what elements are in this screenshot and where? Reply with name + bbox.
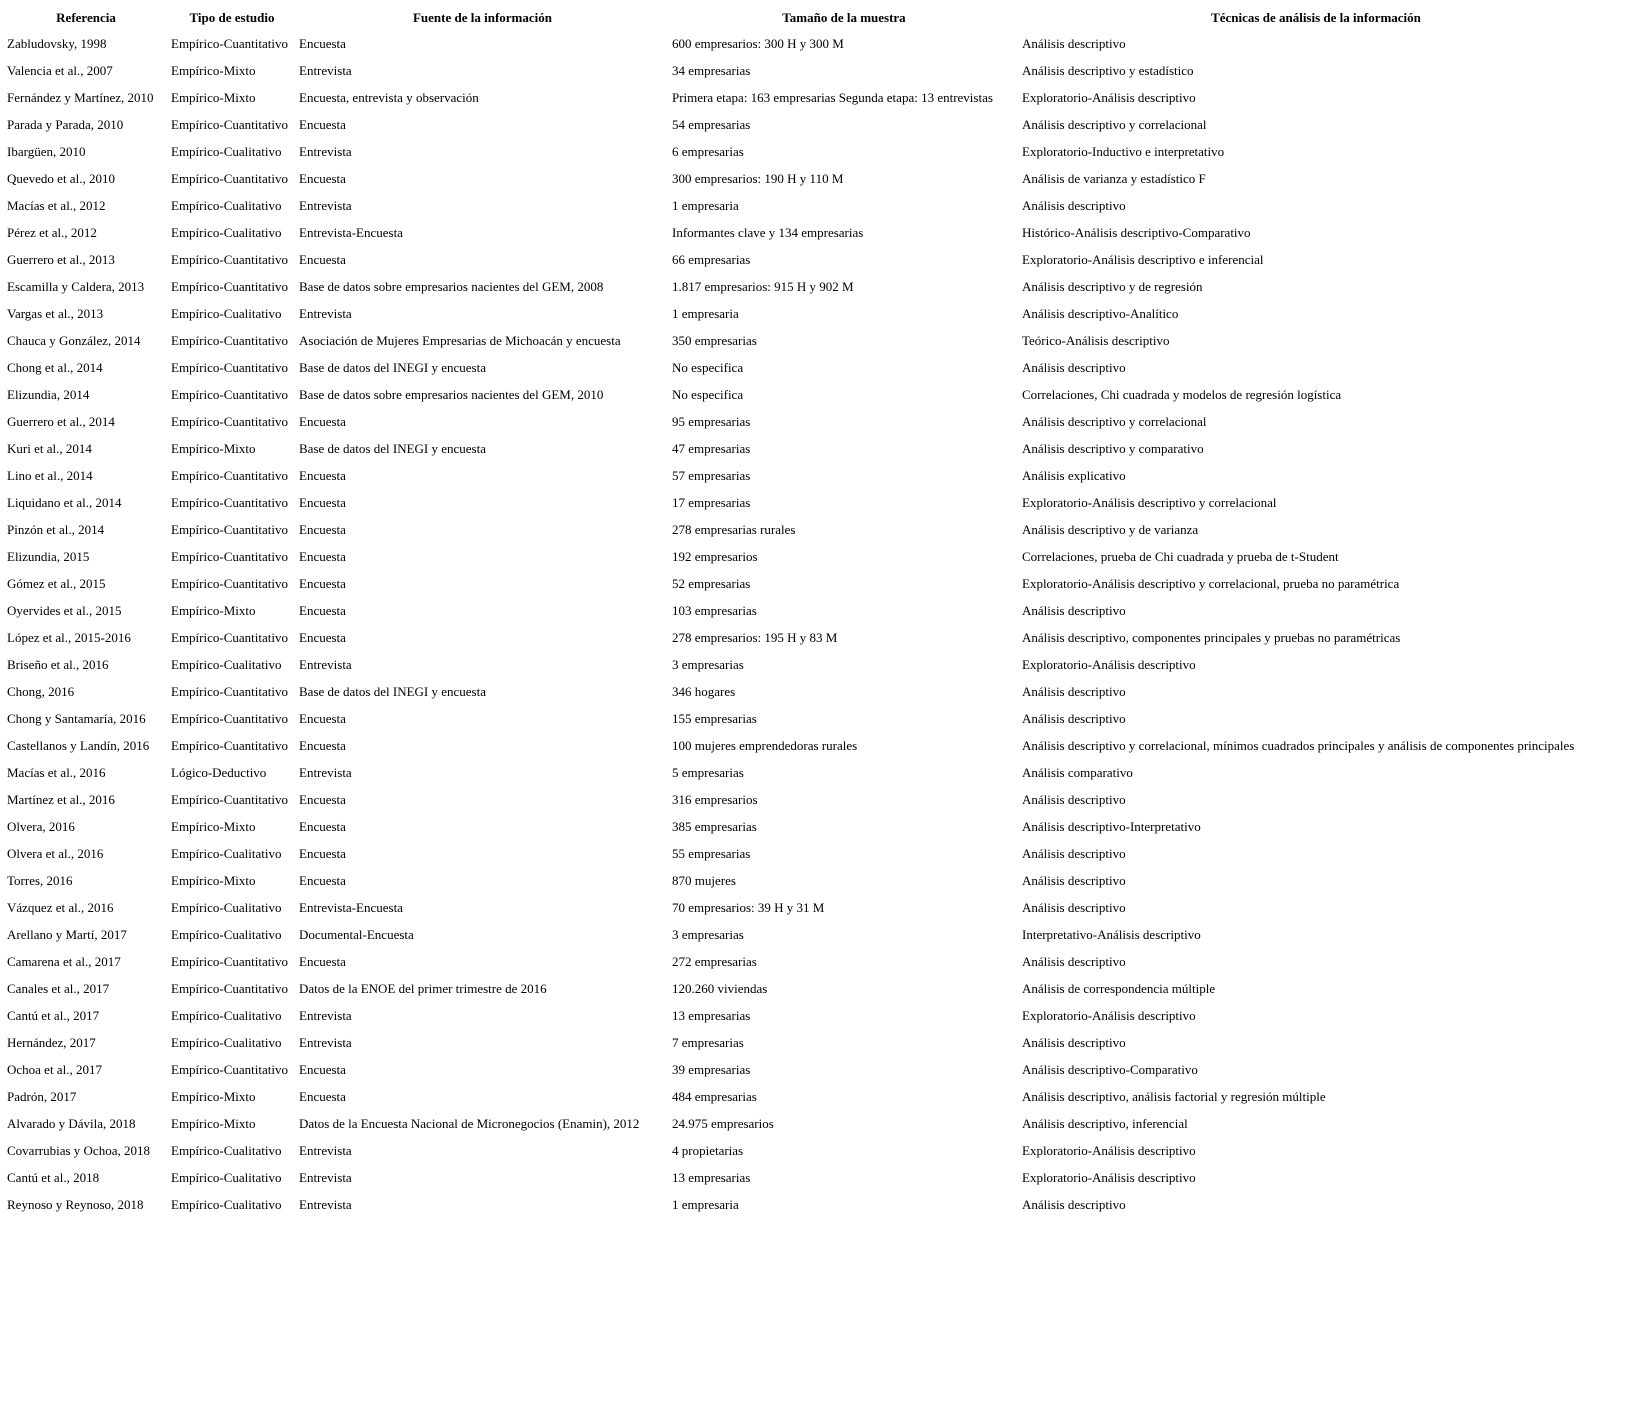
cell-tamano-muestra: 57 empresarias: [672, 467, 751, 483]
cell-tipo-de-estudio: Empírico-Cuantitativo: [171, 953, 288, 969]
table-row: [5, 247, 1612, 272]
cell-tecnicas-analisis: Análisis descriptivo, inferencial: [1022, 1115, 1188, 1131]
cell-tamano-muestra: 1.817 empresarios: 915 H y 902 M: [672, 278, 854, 294]
cell-referencia: Reynoso y Reynoso, 2018: [7, 1196, 144, 1212]
cell-referencia: Chong y Santamaría, 2016: [7, 710, 146, 726]
cell-referencia: Briseño et al., 2016: [7, 656, 109, 672]
cell-tipo-de-estudio: Empírico-Cuantitativo: [171, 629, 288, 645]
cell-referencia: Kuri et al., 2014: [7, 440, 92, 456]
table-row: [5, 517, 1612, 542]
cell-tipo-de-estudio: Empírico-Cuantitativo: [171, 413, 288, 429]
cell-fuente: Encuesta: [299, 170, 346, 186]
cell-tecnicas-analisis: Exploratorio-Análisis descriptivo: [1022, 1007, 1196, 1023]
table-row: [5, 1030, 1612, 1055]
cell-referencia: Ochoa et al., 2017: [7, 1061, 102, 1077]
cell-tamano-muestra: 300 empresarios: 190 H y 110 M: [672, 170, 844, 186]
table-row: [5, 1165, 1612, 1190]
cell-fuente: Encuesta: [299, 575, 346, 591]
cell-fuente: Encuesta: [299, 845, 346, 861]
cell-tamano-muestra: 600 empresarios: 300 H y 300 M: [672, 35, 844, 51]
cell-fuente: Encuesta: [299, 737, 346, 753]
cell-fuente: Encuesta: [299, 251, 346, 267]
cell-tecnicas-analisis: Análisis explicativo: [1022, 467, 1126, 483]
cell-fuente: Encuesta, entrevista y observación: [299, 89, 479, 105]
cell-fuente: Base de datos del INEGI y encuesta: [299, 683, 486, 699]
cell-referencia: Hernández, 2017: [7, 1034, 96, 1050]
cell-referencia: Liquidano et al., 2014: [7, 494, 122, 510]
table-row: [5, 598, 1612, 623]
cell-tecnicas-analisis: Análisis descriptivo-Comparativo: [1022, 1061, 1198, 1077]
table-row: [5, 706, 1612, 731]
cell-tecnicas-analisis: Análisis descriptivo y correlacional, mínimos cuadrados principales y análisis de componentes principales: [1022, 737, 1575, 753]
table-row: [5, 274, 1612, 299]
cell-referencia: Quevedo et al., 2010: [7, 170, 115, 186]
cell-fuente: Entrevista: [299, 305, 352, 321]
cell-tipo-de-estudio: Empírico-Cuantitativo: [171, 359, 288, 375]
cell-referencia: López et al., 2015-2016: [7, 629, 131, 645]
cell-tecnicas-analisis: Análisis descriptivo: [1022, 899, 1126, 915]
cell-tipo-de-estudio: Empírico-Cualitativo: [171, 1142, 282, 1158]
cell-referencia: Cantú et al., 2018: [7, 1169, 100, 1185]
cell-tipo-de-estudio: Empírico-Mixto: [171, 62, 256, 78]
table-row: [5, 58, 1612, 83]
cell-tecnicas-analisis: Análisis descriptivo-Interpretativo: [1022, 818, 1201, 834]
cell-tamano-muestra: 385 empresarias: [672, 818, 757, 834]
cell-tecnicas-analisis: Exploratorio-Análisis descriptivo e inferencial: [1022, 251, 1264, 267]
cell-tamano-muestra: 7 empresarias: [672, 1034, 744, 1050]
cell-tecnicas-analisis: Análisis descriptivo: [1022, 872, 1126, 888]
cell-fuente: Entrevista: [299, 1169, 352, 1185]
cell-fuente: Encuesta: [299, 791, 346, 807]
cell-tecnicas-analisis: Análisis descriptivo y correlacional: [1022, 116, 1207, 132]
cell-tamano-muestra: 47 empresarias: [672, 440, 751, 456]
cell-tipo-de-estudio: Empírico-Mixto: [171, 602, 256, 618]
cell-referencia: Olvera, 2016: [7, 818, 75, 834]
cell-tecnicas-analisis: Análisis descriptivo-Analítico: [1022, 305, 1179, 321]
cell-referencia: Alvarado y Dávila, 2018: [7, 1115, 136, 1131]
cell-fuente: Encuesta: [299, 1061, 346, 1077]
cell-tamano-muestra: 4 propietarias: [672, 1142, 744, 1158]
table-row: [5, 571, 1612, 596]
cell-tipo-de-estudio: Empírico-Cuantitativo: [171, 791, 288, 807]
cell-referencia: Macías et al., 2012: [7, 197, 106, 213]
table-row: [5, 382, 1612, 407]
cell-tipo-de-estudio: Empírico-Mixto: [171, 1115, 256, 1131]
table-row: [5, 1057, 1612, 1082]
cell-fuente: Base de datos del INEGI y encuesta: [299, 440, 486, 456]
cell-tamano-muestra: 3 empresarias: [672, 656, 744, 672]
table-row: [5, 733, 1612, 758]
cell-tamano-muestra: 484 empresarias: [672, 1088, 757, 1104]
table-row: [5, 166, 1612, 191]
cell-tecnicas-analisis: Teórico-Análisis descriptivo: [1022, 332, 1170, 348]
cell-tecnicas-analisis: Análisis descriptivo: [1022, 791, 1126, 807]
cell-tecnicas-analisis: Análisis descriptivo: [1022, 359, 1126, 375]
cell-referencia: Zabludovsky, 1998: [7, 35, 107, 51]
cell-tamano-muestra: 39 empresarias: [672, 1061, 751, 1077]
header-tamano-muestra: Tamaño de la muestra: [782, 9, 906, 25]
cell-tecnicas-analisis: Exploratorio-Análisis descriptivo: [1022, 1169, 1196, 1185]
table-row: [5, 328, 1612, 353]
cell-tecnicas-analisis: Análisis descriptivo: [1022, 845, 1126, 861]
cell-tipo-de-estudio: Empírico-Cualitativo: [171, 224, 282, 240]
table-row: [5, 1003, 1612, 1028]
cell-fuente: Entrevista: [299, 1007, 352, 1023]
cell-tipo-de-estudio: Empírico-Cualitativo: [171, 845, 282, 861]
cell-referencia: Arellano y Martí, 2017: [7, 926, 127, 942]
cell-tecnicas-analisis: Análisis descriptivo: [1022, 1034, 1126, 1050]
cell-tipo-de-estudio: Empírico-Mixto: [171, 1088, 256, 1104]
cell-fuente: Entrevista: [299, 1196, 352, 1212]
table-row: [5, 1084, 1612, 1109]
cell-tipo-de-estudio: Empírico-Cuantitativo: [171, 494, 288, 510]
cell-tipo-de-estudio: Empírico-Cualitativo: [171, 305, 282, 321]
cell-tipo-de-estudio: Empírico-Cualitativo: [171, 926, 282, 942]
cell-tamano-muestra: Informantes clave y 134 empresarias: [672, 224, 864, 240]
table-row: [5, 1111, 1612, 1136]
cell-fuente: Entrevista: [299, 197, 352, 213]
cell-tipo-de-estudio: Empírico-Mixto: [171, 872, 256, 888]
cell-tecnicas-analisis: Análisis descriptivo: [1022, 1196, 1126, 1212]
cell-tecnicas-analisis: Análisis descriptivo: [1022, 602, 1126, 618]
cell-tamano-muestra: 70 empresarios: 39 H y 31 M: [672, 899, 825, 915]
cell-tecnicas-analisis: Análisis descriptivo: [1022, 197, 1126, 213]
cell-tipo-de-estudio: Empírico-Cuantitativo: [171, 683, 288, 699]
cell-fuente: Entrevista: [299, 143, 352, 159]
cell-tipo-de-estudio: Empírico-Mixto: [171, 89, 256, 105]
table-row: [5, 409, 1612, 434]
studies-table: [3, 4, 1614, 1219]
cell-tipo-de-estudio: Empírico-Mixto: [171, 818, 256, 834]
table-row: [5, 814, 1612, 839]
cell-tamano-muestra: 13 empresarias: [672, 1007, 751, 1023]
table-row: [5, 976, 1612, 1001]
header-tipo-de-estudio: Tipo de estudio: [189, 9, 275, 25]
cell-fuente: Encuesta: [299, 548, 346, 564]
cell-fuente: Entrevista: [299, 764, 352, 780]
cell-tecnicas-analisis: Exploratorio-Análisis descriptivo: [1022, 89, 1196, 105]
cell-tamano-muestra: Primera etapa: 163 empresarias Segunda etapa: 13 entrevistas: [672, 89, 993, 105]
cell-tipo-de-estudio: Empírico-Cuantitativo: [171, 521, 288, 537]
cell-fuente: Documental-Encuesta: [299, 926, 414, 942]
cell-tamano-muestra: 1 empresaria: [672, 197, 739, 213]
cell-tamano-muestra: 100 mujeres emprendedoras rurales: [672, 737, 858, 753]
table-row: [5, 787, 1612, 812]
cell-referencia: Parada y Parada, 2010: [7, 116, 124, 132]
cell-fuente: Entrevista: [299, 62, 352, 78]
cell-tecnicas-analisis: Análisis descriptivo y estadístico: [1022, 62, 1194, 78]
cell-fuente: Entrevista: [299, 656, 352, 672]
cell-tipo-de-estudio: Empírico-Cuantitativo: [171, 548, 288, 564]
cell-tamano-muestra: No especifica: [672, 386, 744, 402]
table-row: [5, 1192, 1612, 1217]
cell-referencia: Chauca y González, 2014: [7, 332, 141, 348]
cell-tamano-muestra: 120.260 viviendas: [672, 980, 768, 996]
table-row: [5, 652, 1612, 677]
cell-tecnicas-analisis: Análisis descriptivo: [1022, 35, 1126, 51]
cell-fuente: Entrevista: [299, 1142, 352, 1158]
cell-tamano-muestra: 192 empresarios: [672, 548, 758, 564]
cell-referencia: Escamilla y Caldera, 2013: [7, 278, 145, 294]
cell-tecnicas-analisis: Análisis de correspondencia múltiple: [1022, 980, 1216, 996]
cell-tecnicas-analisis: Correlaciones, Chi cuadrada y modelos de regresión logística: [1022, 386, 1342, 402]
table-row: [5, 490, 1612, 515]
header-row: [5, 6, 1612, 29]
cell-fuente: Datos de la ENOE del primer trimestre de 2016: [299, 980, 547, 996]
cell-tamano-muestra: 103 empresarias: [672, 602, 757, 618]
cell-tipo-de-estudio: Empírico-Cualitativo: [171, 1034, 282, 1050]
cell-tamano-muestra: 66 empresarias: [672, 251, 751, 267]
cell-referencia: Ibargüen, 2010: [7, 143, 86, 159]
cell-referencia: Canales et al., 2017: [7, 980, 110, 996]
cell-referencia: Pinzón et al., 2014: [7, 521, 105, 537]
cell-referencia: Macías et al., 2016: [7, 764, 106, 780]
cell-referencia: Pérez et al., 2012: [7, 224, 97, 240]
cell-tecnicas-analisis: Análisis de varianza y estadístico F: [1022, 170, 1206, 186]
table-row: [5, 301, 1612, 326]
cell-tecnicas-analisis: Análisis descriptivo y de varianza: [1022, 521, 1199, 537]
cell-tipo-de-estudio: Empírico-Cuantitativo: [171, 251, 288, 267]
cell-tipo-de-estudio: Empírico-Cualitativo: [171, 899, 282, 915]
cell-referencia: Martínez et al., 2016: [7, 791, 115, 807]
cell-referencia: Castellanos y Landín, 2016: [7, 737, 150, 753]
cell-tecnicas-analisis: Análisis descriptivo y comparativo: [1022, 440, 1204, 456]
cell-tipo-de-estudio: Empírico-Cualitativo: [171, 1196, 282, 1212]
cell-referencia: Chong, 2016: [7, 683, 75, 699]
cell-tecnicas-analisis: Exploratorio-Análisis descriptivo: [1022, 1142, 1196, 1158]
cell-tamano-muestra: 13 empresarias: [672, 1169, 751, 1185]
cell-fuente: Encuesta: [299, 467, 346, 483]
cell-referencia: Elizundia, 2014: [7, 386, 90, 402]
table-row: [5, 949, 1612, 974]
cell-tipo-de-estudio: Empírico-Cuantitativo: [171, 710, 288, 726]
header-tecnicas-analisis: Técnicas de análisis de la información: [1211, 9, 1421, 25]
cell-fuente: Encuesta: [299, 872, 346, 888]
table-row: [5, 436, 1612, 461]
cell-tecnicas-analisis: Análisis descriptivo, análisis factorial y regresión múltiple: [1022, 1088, 1326, 1104]
cell-tamano-muestra: 3 empresarias: [672, 926, 744, 942]
table-body: [5, 31, 1612, 1217]
cell-fuente: Encuesta: [299, 602, 346, 618]
cell-fuente: Base de datos sobre empresarios nacientes del GEM, 2010: [299, 386, 604, 402]
cell-fuente: Encuesta: [299, 521, 346, 537]
cell-tipo-de-estudio: Empírico-Cuantitativo: [171, 1061, 288, 1077]
cell-tipo-de-estudio: Empírico-Cualitativo: [171, 143, 282, 159]
cell-tamano-muestra: 1 empresaria: [672, 305, 739, 321]
cell-tamano-muestra: 34 empresarias: [672, 62, 751, 78]
cell-tamano-muestra: 5 empresarias: [672, 764, 744, 780]
cell-fuente: Encuesta: [299, 710, 346, 726]
cell-tecnicas-analisis: Exploratorio-Análisis descriptivo y correlacional: [1022, 494, 1277, 510]
cell-tipo-de-estudio: Empírico-Cuantitativo: [171, 35, 288, 51]
cell-fuente: Encuesta: [299, 413, 346, 429]
cell-fuente: Datos de la Encuesta Nacional de Micronegocios (Enamin), 2012: [299, 1115, 640, 1131]
table-row: [5, 868, 1612, 893]
cell-fuente: Encuesta: [299, 494, 346, 510]
table-row: [5, 625, 1612, 650]
cell-tamano-muestra: 6 empresarias: [672, 143, 744, 159]
cell-tamano-muestra: 55 empresarias: [672, 845, 751, 861]
cell-tamano-muestra: 54 empresarias: [672, 116, 751, 132]
cell-fuente: Encuesta: [299, 35, 346, 51]
cell-tecnicas-analisis: Análisis descriptivo y correlacional: [1022, 413, 1207, 429]
cell-tamano-muestra: 316 empresarios: [672, 791, 758, 807]
cell-tamano-muestra: 17 empresarias: [672, 494, 751, 510]
cell-tipo-de-estudio: Empírico-Cuantitativo: [171, 278, 288, 294]
cell-referencia: Vázquez et al., 2016: [7, 899, 114, 915]
cell-tamano-muestra: 52 empresarias: [672, 575, 751, 591]
cell-referencia: Chong et al., 2014: [7, 359, 103, 375]
cell-tipo-de-estudio: Empírico-Cualitativo: [171, 1007, 282, 1023]
cell-fuente: Encuesta: [299, 953, 346, 969]
cell-fuente: Encuesta: [299, 629, 346, 645]
cell-tamano-muestra: 155 empresarias: [672, 710, 757, 726]
cell-tecnicas-analisis: Análisis descriptivo: [1022, 953, 1126, 969]
cell-referencia: Padrón, 2017: [7, 1088, 77, 1104]
cell-tamano-muestra: 95 empresarias: [672, 413, 751, 429]
cell-referencia: Covarrubias y Ochoa, 2018: [7, 1142, 150, 1158]
cell-tipo-de-estudio: Empírico-Cuantitativo: [171, 170, 288, 186]
table-row: [5, 112, 1612, 137]
table-row: [5, 922, 1612, 947]
cell-fuente: Entrevista-Encuesta: [299, 224, 403, 240]
cell-tamano-muestra: 278 empresarios: 195 H y 83 M: [672, 629, 838, 645]
cell-tipo-de-estudio: Empírico-Cualitativo: [171, 197, 282, 213]
table-row: [5, 355, 1612, 380]
cell-tecnicas-analisis: Exploratorio-Análisis descriptivo: [1022, 656, 1196, 672]
cell-tipo-de-estudio: Empírico-Mixto: [171, 440, 256, 456]
header-fuente: Fuente de la información: [412, 9, 552, 25]
cell-tecnicas-analisis: Análisis comparativo: [1022, 764, 1133, 780]
cell-tipo-de-estudio: Empírico-Cualitativo: [171, 656, 282, 672]
cell-referencia: Guerrero et al., 2014: [7, 413, 115, 429]
cell-tamano-muestra: 870 mujeres: [672, 872, 736, 888]
cell-fuente: Entrevista-Encuesta: [299, 899, 403, 915]
cell-tamano-muestra: 346 hogares: [672, 683, 736, 699]
table-row: [5, 1138, 1612, 1163]
cell-tipo-de-estudio: Empírico-Cuantitativo: [171, 575, 288, 591]
cell-tecnicas-analisis: Exploratorio-Inductivo e interpretativo: [1022, 143, 1225, 159]
table-row: [5, 895, 1612, 920]
cell-tipo-de-estudio: Lógico-Deductivo: [171, 764, 267, 780]
table-row: [5, 544, 1612, 569]
cell-tecnicas-analisis: Histórico-Análisis descriptivo-Comparativo: [1022, 224, 1251, 240]
cell-tamano-muestra: 272 empresarias: [672, 953, 757, 969]
cell-tamano-muestra: No especifica: [672, 359, 744, 375]
table-row: [5, 193, 1612, 218]
table-row: [5, 841, 1612, 866]
cell-fuente: Entrevista: [299, 1034, 352, 1050]
table-row: [5, 139, 1612, 164]
cell-tipo-de-estudio: Empírico-Cuantitativo: [171, 980, 288, 996]
cell-tamano-muestra: 24.975 empresarios: [672, 1115, 774, 1131]
cell-fuente: Asociación de Mujeres Empresarias de Michoacán y encuesta: [299, 332, 621, 348]
cell-tecnicas-analisis: Exploratorio-Análisis descriptivo y correlacional, prueba no paramétrica: [1022, 575, 1400, 591]
cell-tecnicas-analisis: Análisis descriptivo, componentes principales y pruebas no paramétricas: [1022, 629, 1401, 645]
cell-fuente: Encuesta: [299, 1088, 346, 1104]
cell-tamano-muestra: 1 empresaria: [672, 1196, 739, 1212]
table-row: [5, 85, 1612, 110]
table-row: [5, 463, 1612, 488]
cell-referencia: Cantú et al., 2017: [7, 1007, 100, 1023]
cell-referencia: Oyervides et al., 2015: [7, 602, 122, 618]
cell-referencia: Olvera et al., 2016: [7, 845, 104, 861]
table-row: [5, 760, 1612, 785]
cell-tecnicas-analisis: Análisis descriptivo: [1022, 710, 1126, 726]
cell-referencia: Valencia et al., 2007: [7, 62, 113, 78]
cell-fuente: Base de datos sobre empresarios nacientes del GEM, 2008: [299, 278, 604, 294]
cell-tecnicas-analisis: Análisis descriptivo: [1022, 683, 1126, 699]
cell-tamano-muestra: 350 empresarias: [672, 332, 757, 348]
cell-tamano-muestra: 278 empresarias rurales: [672, 521, 796, 537]
cell-tipo-de-estudio: Empírico-Cuantitativo: [171, 116, 288, 132]
cell-referencia: Camarena et al., 2017: [7, 953, 121, 969]
cell-fuente: Encuesta: [299, 116, 346, 132]
table-row: [5, 220, 1612, 245]
cell-referencia: Lino et al., 2014: [7, 467, 93, 483]
cell-referencia: Vargas et al., 2013: [7, 305, 104, 321]
cell-referencia: Elizundia, 2015: [7, 548, 90, 564]
cell-tipo-de-estudio: Empírico-Cuantitativo: [171, 467, 288, 483]
table-row: [5, 31, 1612, 56]
cell-tecnicas-analisis: Correlaciones, prueba de Chi cuadrada y prueba de t-Student: [1022, 548, 1339, 564]
cell-tecnicas-analisis: Análisis descriptivo y de regresión: [1022, 278, 1203, 294]
cell-referencia: Fernández y Martínez, 2010: [7, 89, 154, 105]
cell-tipo-de-estudio: Empírico-Cuantitativo: [171, 737, 288, 753]
cell-tipo-de-estudio: Empírico-Cuantitativo: [171, 332, 288, 348]
cell-referencia: Gómez et al., 2015: [7, 575, 106, 591]
table-row: [5, 679, 1612, 704]
header-referencia: Referencia: [56, 9, 116, 25]
cell-fuente: Encuesta: [299, 818, 346, 834]
cell-referencia: Torres, 2016: [7, 872, 73, 888]
cell-tecnicas-analisis: Interpretativo-Análisis descriptivo: [1022, 926, 1201, 942]
cell-fuente: Base de datos del INEGI y encuesta: [299, 359, 486, 375]
cell-tipo-de-estudio: Empírico-Cuantitativo: [171, 386, 288, 402]
cell-referencia: Guerrero et al., 2013: [7, 251, 115, 267]
cell-tipo-de-estudio: Empírico-Cualitativo: [171, 1169, 282, 1185]
